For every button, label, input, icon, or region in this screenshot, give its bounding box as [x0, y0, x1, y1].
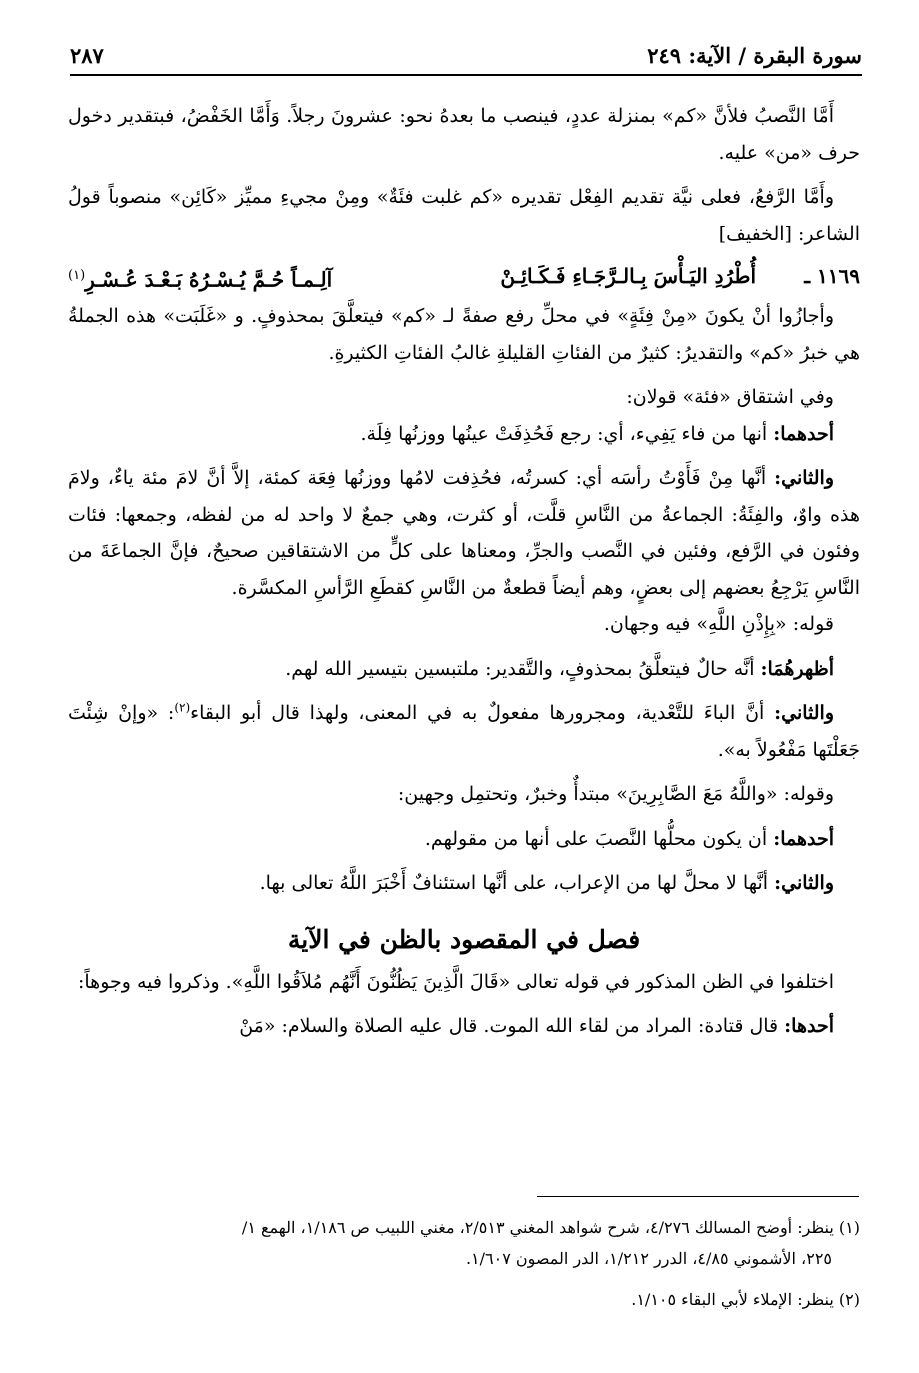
- paragraph-sabirin: وقوله: «واللَّهُ مَعَ الصَّابِرِينَ» مبتدأٌ وخبرٌ، وتحتمِل وجهين:: [397, 783, 834, 805]
- page-number: ٢٨٧: [70, 43, 104, 68]
- main-text: [68, 98, 860, 1045]
- label-second-ba: والثاني:: [774, 702, 835, 724]
- label-first-mahall: أحدهما:: [773, 827, 834, 850]
- section-heading: فصل في المقصود بالظن في الآية: [287, 924, 641, 954]
- verse-hemistich-second-wrap: [68, 258, 332, 298]
- footnotes: [68, 1212, 860, 1315]
- paragraph-first-opinion: [68, 416, 860, 453]
- footnote-2: (٢) ينظر: الإملاء لأبي البقاء ١/١٠٥.: [631, 1290, 860, 1309]
- label-azharuhuma: أظهرهُمَا:: [760, 657, 834, 680]
- page-header: [70, 30, 862, 76]
- footnote-1-line-a: (١) ينظر: أوضح المسالك ٤/٢٧٦، شرح شواهد المغني ٢/٥١٣، مغني اللبيب ص ١/١٨٦، الهمع ١/: [241, 1218, 860, 1237]
- label-ahaduha: أحدها:: [784, 1015, 834, 1037]
- verse-number: ١١٦٩ ـ: [804, 264, 860, 288]
- paragraph-ishtiqaq: وفي اشتقاق «فئة» قولان:: [626, 386, 834, 408]
- text-qatada: قال قتادة: المراد من لقاء الله الموت. قال عليه الصلاة والسلام: «مَنْ: [239, 1015, 785, 1037]
- paragraph-second-opinion: [68, 460, 860, 606]
- verse-hemistich-second: آلِـمـاً حُـمَّ يُـسْـرُهُ بَـعْـدَ عُـسْـرِ: [85, 267, 333, 292]
- paragraph-mahall-nasb: [68, 821, 860, 858]
- verse-footnote-mark: (١): [68, 268, 86, 283]
- poetry-verse: [68, 258, 860, 298]
- label-second: والثاني:: [774, 467, 834, 489]
- paragraph-ta-diya: [68, 695, 860, 768]
- paragraph-qatada: [68, 1008, 860, 1045]
- text-first: أنها من فاء يَفِيء، أي: رجع فَحُذِفَتْ عينُها ووزنُها فِلَة.: [360, 422, 774, 445]
- footnote-1-line-b: ٢٢٥، الأشموني ٤/٨٥، الدرر ١/٢١٢، الدر المصون ١/٦٠٧.: [465, 1249, 832, 1268]
- text-azharuhuma: أنَّه حالٌ فيتعلَّقُ بمحذوفٍ، والتَّقدير: ملتبسين بتيسير الله لهم.: [285, 657, 761, 680]
- text-mahall-nasb: أن يكون محلُّها النَّصبَ على أنها من مقولهم.: [424, 827, 774, 850]
- text-second: أنَّها مِنْ فَأَوْتُ رأسَه أي: كسرتُه، فحُذِفت لامُها ووزنُها فِعَة كمئة، إلاَّ أنَّ لامَ مئة ياءٌ، ولامَ هذه واوٌ، والفِئَةُ: الجماعةُ من النَّاسِ قلَّت، أو كثرت، وهي جمعٌ لا واحد له من لفظه، وجمعها: فئات وفئون في الرَّفع، وفئين في النَّصب والجرِّ، ومعناها على كلٍّ من الاشتقاقين صحيحٌ، فإنَّ الجماعَةَ من النَّاسِ يَرْجِعُ بعضهم إلى بعضٍ، وهم أيضاً قطعةٌ من النَّاسِ كقطَعِ الرَّأسِ المكسَّرة.: [68, 467, 860, 599]
- paragraph-zann: اختلفوا في الظن المذكور في قوله تعالى «قَالَ الَّذِينَ يَظُنُّونَ أَنَّهُم مُلاَقُوا اللَّهِ». وذكروا فيه وجوهاً:: [77, 970, 834, 993]
- paragraph-biidhn: قوله: «بِإِذْنِ اللَّهِ» فيه وجهان.: [603, 613, 834, 635]
- text-istinaf: أنَّها لا محلَّ لها من الإعراب، على أنَّها استئنافٌ أَخْبَرَ اللَّهُ تعالى بها.: [259, 872, 775, 894]
- footnote-ref-2: (٢): [174, 700, 191, 715]
- paragraph-istinaf: [68, 865, 860, 902]
- paragraph-ijaza: وأجازُوا أنْ يكونَ «مِنْ فِئَةٍ» في محلِّ رفع صفةً لـ «كم» فيتعلَّقَ بمحذوفٍ. و «غَلَبَت» هذه الجملةُ هي خبرُ «كم» والتقديرُ: كثيرٌ من الفئاتِ القليلةِ غالبُ الفئاتِ الكثيرةِ.: [68, 305, 860, 364]
- text-ta-diya-a: أنَّ الباءَ للتَّعْدية، ومجرورها مفعولٌ به في المعنى، ولهذا قال أبو البقاء: [190, 702, 775, 724]
- text-ta-diya-b: : «وإنْ شِئْتَ جَعَلْتَها مَفْعُولاً به».: [68, 702, 860, 761]
- verse-hemistich-first: أُطْرُدِ اليَـأْسَ بِـالـرَّجَـاءِ فَـكَـائِـنْ: [500, 264, 756, 288]
- label-second-istinaf: والثاني:: [774, 872, 834, 894]
- paragraph-raf: وأَمَّا الرَّفعُ، فعلى نيَّة تقديم الفِعْل تقديره «كم غلبت فئَةٌ» ومِنْ مجيءِ مميِّز «كَائِن» منصوباً قولُ الشاعر: [الخفيف]: [68, 186, 860, 245]
- paragraph-azharuhuma: [68, 651, 860, 688]
- label-first: أحدهما:: [773, 422, 834, 445]
- surah-ayah-title: سورة البقرة / الآية: ٢٤٩: [647, 43, 862, 68]
- paragraph-nasb: أَمَّا النَّصبُ فلأنَّ «كم» بمنزلة عددٍ، فينصب ما بعدهُ نحو: عشرونَ رجلاً. وَأَمَّا الخَفْضُ، فبتقدير دخول حرف «من» عليه.: [68, 105, 860, 164]
- footnote-1: [68, 1212, 860, 1274]
- footnote-divider: [537, 1196, 859, 1197]
